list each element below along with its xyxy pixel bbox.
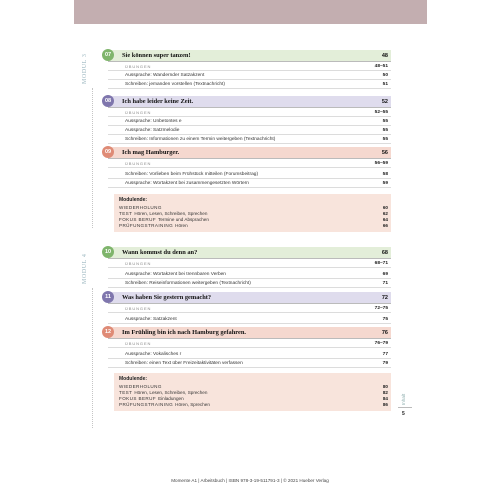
module-end-box	[114, 194, 391, 232]
list-item[interactable]: Aussprache: Wortakzent bei trennbaren Verben 69	[108, 270, 391, 279]
module-label: MODUL 4	[82, 253, 88, 284]
lesson-title: Wann kommst du denn an?	[122, 249, 198, 256]
list-item[interactable]: ÜBUNGEN 68–71	[108, 259, 391, 268]
list-item[interactable]: PRÜFUNGSTRAINING Hören 66	[119, 223, 388, 229]
list-item[interactable]: TEST Hören, Lesen, Schreiben, Sprechen 62	[119, 210, 388, 216]
footer-text: Momente A1 | Arbeitsbuch | ISBN 978-3-19-511791-3 | © 2021 Hueber Verlag	[171, 478, 329, 483]
list-item[interactable]: Schreiben: Informationen zu einem Termin weitergeben (Textnachricht) 55	[108, 135, 391, 144]
lesson-page: 48	[381, 52, 388, 59]
list-item[interactable]: WIEDERHOLUNG 80	[119, 383, 388, 389]
list-item[interactable]: ÜBUNGEN 72–75	[108, 304, 391, 313]
module-end-heading: Modulende:	[119, 376, 148, 382]
list-item[interactable]: Aussprache: Wandernder Satzakzent 50	[108, 71, 391, 80]
lesson-title-bar[interactable]	[104, 96, 391, 108]
page-number-divider	[398, 407, 412, 408]
lesson-07[interactable]	[104, 50, 391, 89]
lesson-09[interactable]	[104, 147, 391, 188]
sidebar-tab-label: Inhalt	[401, 393, 407, 406]
list-item[interactable]: Schreiben: jemanden vorstellen (Textnachricht) 51	[108, 80, 391, 89]
lesson-title: Sie können super tanzen!	[122, 52, 191, 59]
lesson-number-badge: 08	[102, 95, 114, 107]
lesson-page: 72	[381, 294, 388, 301]
lesson-title-bar[interactable]	[104, 147, 391, 159]
lesson-number-badge: 11	[102, 291, 114, 303]
lesson-page: 68	[381, 249, 388, 256]
lesson-12[interactable]	[104, 327, 391, 368]
module-end-box	[114, 373, 391, 411]
module-end-heading: Modulende:	[119, 197, 148, 203]
lesson-number-badge: 12	[102, 326, 114, 338]
lesson-title-bar[interactable]	[105, 292, 391, 304]
list-item[interactable]: ÜBUNGEN 56–59	[108, 159, 391, 168]
lesson-08[interactable]	[104, 96, 391, 144]
lesson-title: Ich habe leider keine Zeit.	[122, 98, 194, 105]
list-item[interactable]: Aussprache: Satzakzent 75	[108, 315, 391, 324]
list-item[interactable]: TEST Hören, Lesen, Schreiben, Sprechen 82	[119, 389, 388, 395]
list-item[interactable]: Schreiben: Reiseinformationen weitergeben (Textnachricht) 71	[108, 279, 391, 288]
list-item[interactable]: ÜBUNGEN 52–55	[108, 108, 391, 117]
list-item[interactable]: WIEDERHOLUNG 60	[119, 204, 388, 210]
lesson-title: Im Frühling bin ich nach Hamburg gefahren.	[122, 329, 246, 336]
lesson-page: 52	[381, 98, 388, 105]
lesson-number-badge: 10	[102, 246, 114, 258]
module-divider	[92, 288, 93, 428]
list-item[interactable]: FOKUS BERUF Einladungen 84	[119, 395, 388, 401]
module-label: MODUL 3	[82, 53, 88, 84]
lesson-page: 76	[381, 329, 388, 336]
list-item[interactable]: Aussprache: Vokalisches r 77	[108, 350, 391, 359]
list-item[interactable]: Schreiben: Vorlieben beim Frühstück mitteilen (Forumsbeitrag) 58	[108, 170, 391, 179]
list-item[interactable]: FOKUS BERUF Termine und Absprachen 64	[119, 216, 388, 222]
list-item[interactable]: ÜBUNGEN 48–51	[108, 62, 391, 71]
lesson-title: Ich mag Hamburger.	[122, 149, 180, 156]
list-item[interactable]: Aussprache: Wortakzent bei zusammengesetzten Wörtern 59	[108, 179, 391, 188]
header-color-band	[74, 0, 427, 24]
lesson-10[interactable]	[104, 247, 391, 288]
list-item[interactable]: Aussprache: Unbetontes e 55	[108, 117, 391, 126]
lesson-title-bar[interactable]	[104, 247, 391, 259]
lesson-title-bar[interactable]	[104, 50, 391, 62]
lesson-title-bar[interactable]	[104, 327, 391, 339]
list-item[interactable]: Schreiben: einen Text über Freizeitaktivitäten verfassen 79	[108, 359, 391, 368]
list-item[interactable]: PRÜFUNGSTRAINING Hören, Sprechen 86	[119, 402, 388, 408]
list-item[interactable]: Aussprache: Satzmelodie 55	[108, 126, 391, 135]
lesson-page: 56	[381, 149, 388, 156]
lesson-title: Was haben Sie gestern gemacht?	[122, 294, 212, 301]
page-number: 5	[402, 411, 405, 417]
lesson-11[interactable]	[105, 292, 391, 324]
list-item[interactable]: ÜBUNGEN 76–79	[108, 339, 391, 348]
module-divider	[92, 88, 93, 228]
lesson-number-badge: 07	[102, 49, 114, 61]
lesson-number-badge: 09	[102, 146, 114, 158]
